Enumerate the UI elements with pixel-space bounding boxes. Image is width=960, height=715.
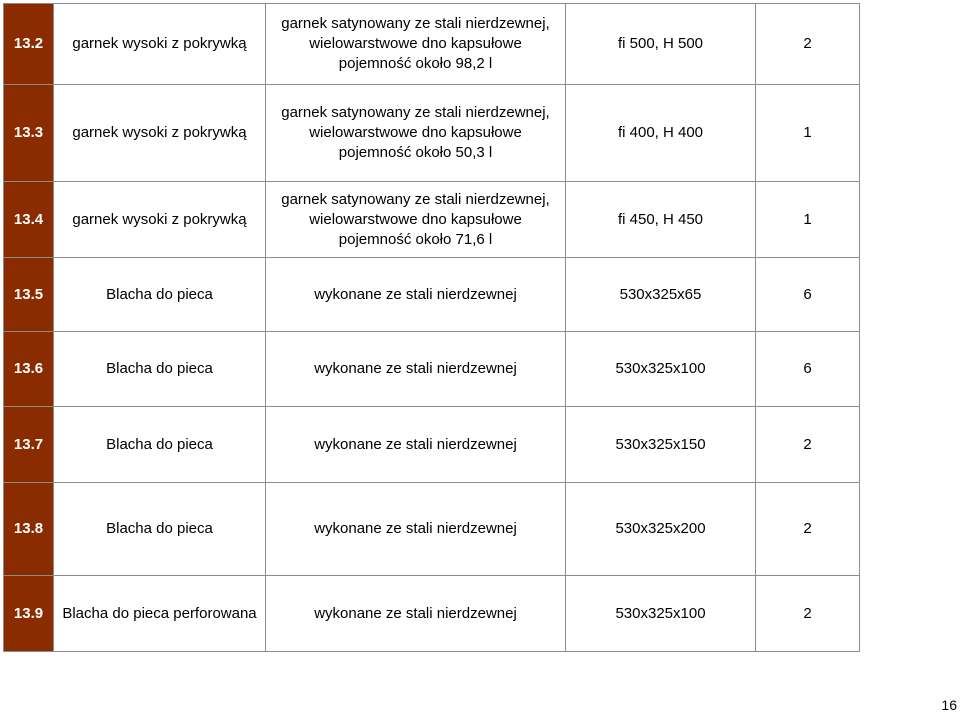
item-number: 13.5	[4, 258, 54, 332]
item-dimensions: 530x325x65	[566, 258, 756, 332]
item-dimensions: fi 450, H 450	[566, 182, 756, 258]
item-quantity: 1	[756, 182, 860, 258]
table-row	[4, 258, 860, 332]
item-name: garnek wysoki z pokrywką	[54, 85, 266, 182]
item-quantity: 2	[756, 483, 860, 576]
item-dimensions: fi 400, H 400	[566, 85, 756, 182]
description-line: garnek satynowany ze stali nierdzewnej,	[281, 104, 550, 121]
item-name: Blacha do pieca	[54, 483, 266, 576]
item-number: 13.6	[4, 332, 54, 407]
description-line: pojemność około 71,6 l	[338, 230, 493, 248]
description-line: wielowarstwowe dno kapsułowe	[309, 210, 522, 228]
item-name: garnek wysoki z pokrywką	[54, 4, 266, 85]
item-quantity: 2	[756, 576, 860, 652]
table-row	[4, 332, 860, 407]
item-name: garnek wysoki z pokrywką	[54, 182, 266, 258]
item-description	[266, 332, 566, 407]
item-description	[266, 4, 566, 85]
table-row	[4, 182, 860, 258]
item-dimensions: 530x325x150	[566, 407, 756, 483]
item-description	[266, 182, 566, 258]
item-quantity: 6	[756, 332, 860, 407]
table-row	[4, 576, 860, 652]
description-line: wielowarstwowe dno kapsułowe	[309, 35, 522, 52]
item-description	[266, 85, 566, 182]
table-row	[4, 4, 860, 85]
description-line: pojemność około 50,3 l	[338, 144, 493, 161]
item-quantity: 2	[756, 4, 860, 85]
item-number: 13.2	[4, 4, 54, 85]
item-number: 13.9	[4, 576, 54, 652]
table-row	[4, 407, 860, 483]
item-number: 13.8	[4, 483, 54, 576]
item-quantity: 1	[756, 85, 860, 182]
description-line: pojemność około 98,2 l	[338, 55, 493, 72]
item-number: 13.3	[4, 85, 54, 182]
item-description	[266, 407, 566, 483]
item-dimensions: 530x325x200	[566, 483, 756, 576]
item-dimensions: 530x325x100	[566, 332, 756, 407]
equipment-table	[3, 3, 860, 652]
item-name: Blacha do pieca perforowana	[54, 576, 266, 652]
item-dimensions: 530x325x100	[566, 576, 756, 652]
item-name: Blacha do pieca	[54, 258, 266, 332]
item-name: Blacha do pieca	[54, 332, 266, 407]
description-line: wykonane ze stali nierdzewnej	[314, 604, 517, 622]
description-line: wielowarstwowe dno kapsułowe	[309, 124, 522, 141]
item-quantity: 6	[756, 258, 860, 332]
table-row	[4, 85, 860, 182]
description-line: wykonane ze stali nierdzewnej	[314, 520, 517, 537]
page-number: 16	[941, 697, 957, 713]
description-line: wykonane ze stali nierdzewnej	[314, 285, 517, 303]
table-row	[4, 483, 860, 576]
description-line: wykonane ze stali nierdzewnej	[314, 435, 517, 453]
item-dimensions: fi 500, H 500	[566, 4, 756, 85]
description-line: wykonane ze stali nierdzewnej	[314, 360, 517, 377]
item-description	[266, 483, 566, 576]
description-line: garnek satynowany ze stali nierdzewnej,	[281, 15, 550, 32]
table-body	[4, 4, 860, 652]
item-name: Blacha do pieca	[54, 407, 266, 483]
item-description	[266, 576, 566, 652]
item-number: 13.7	[4, 407, 54, 483]
item-quantity: 2	[756, 407, 860, 483]
description-line: garnek satynowany ze stali nierdzewnej,	[281, 190, 550, 208]
item-description	[266, 258, 566, 332]
item-number: 13.4	[4, 182, 54, 258]
